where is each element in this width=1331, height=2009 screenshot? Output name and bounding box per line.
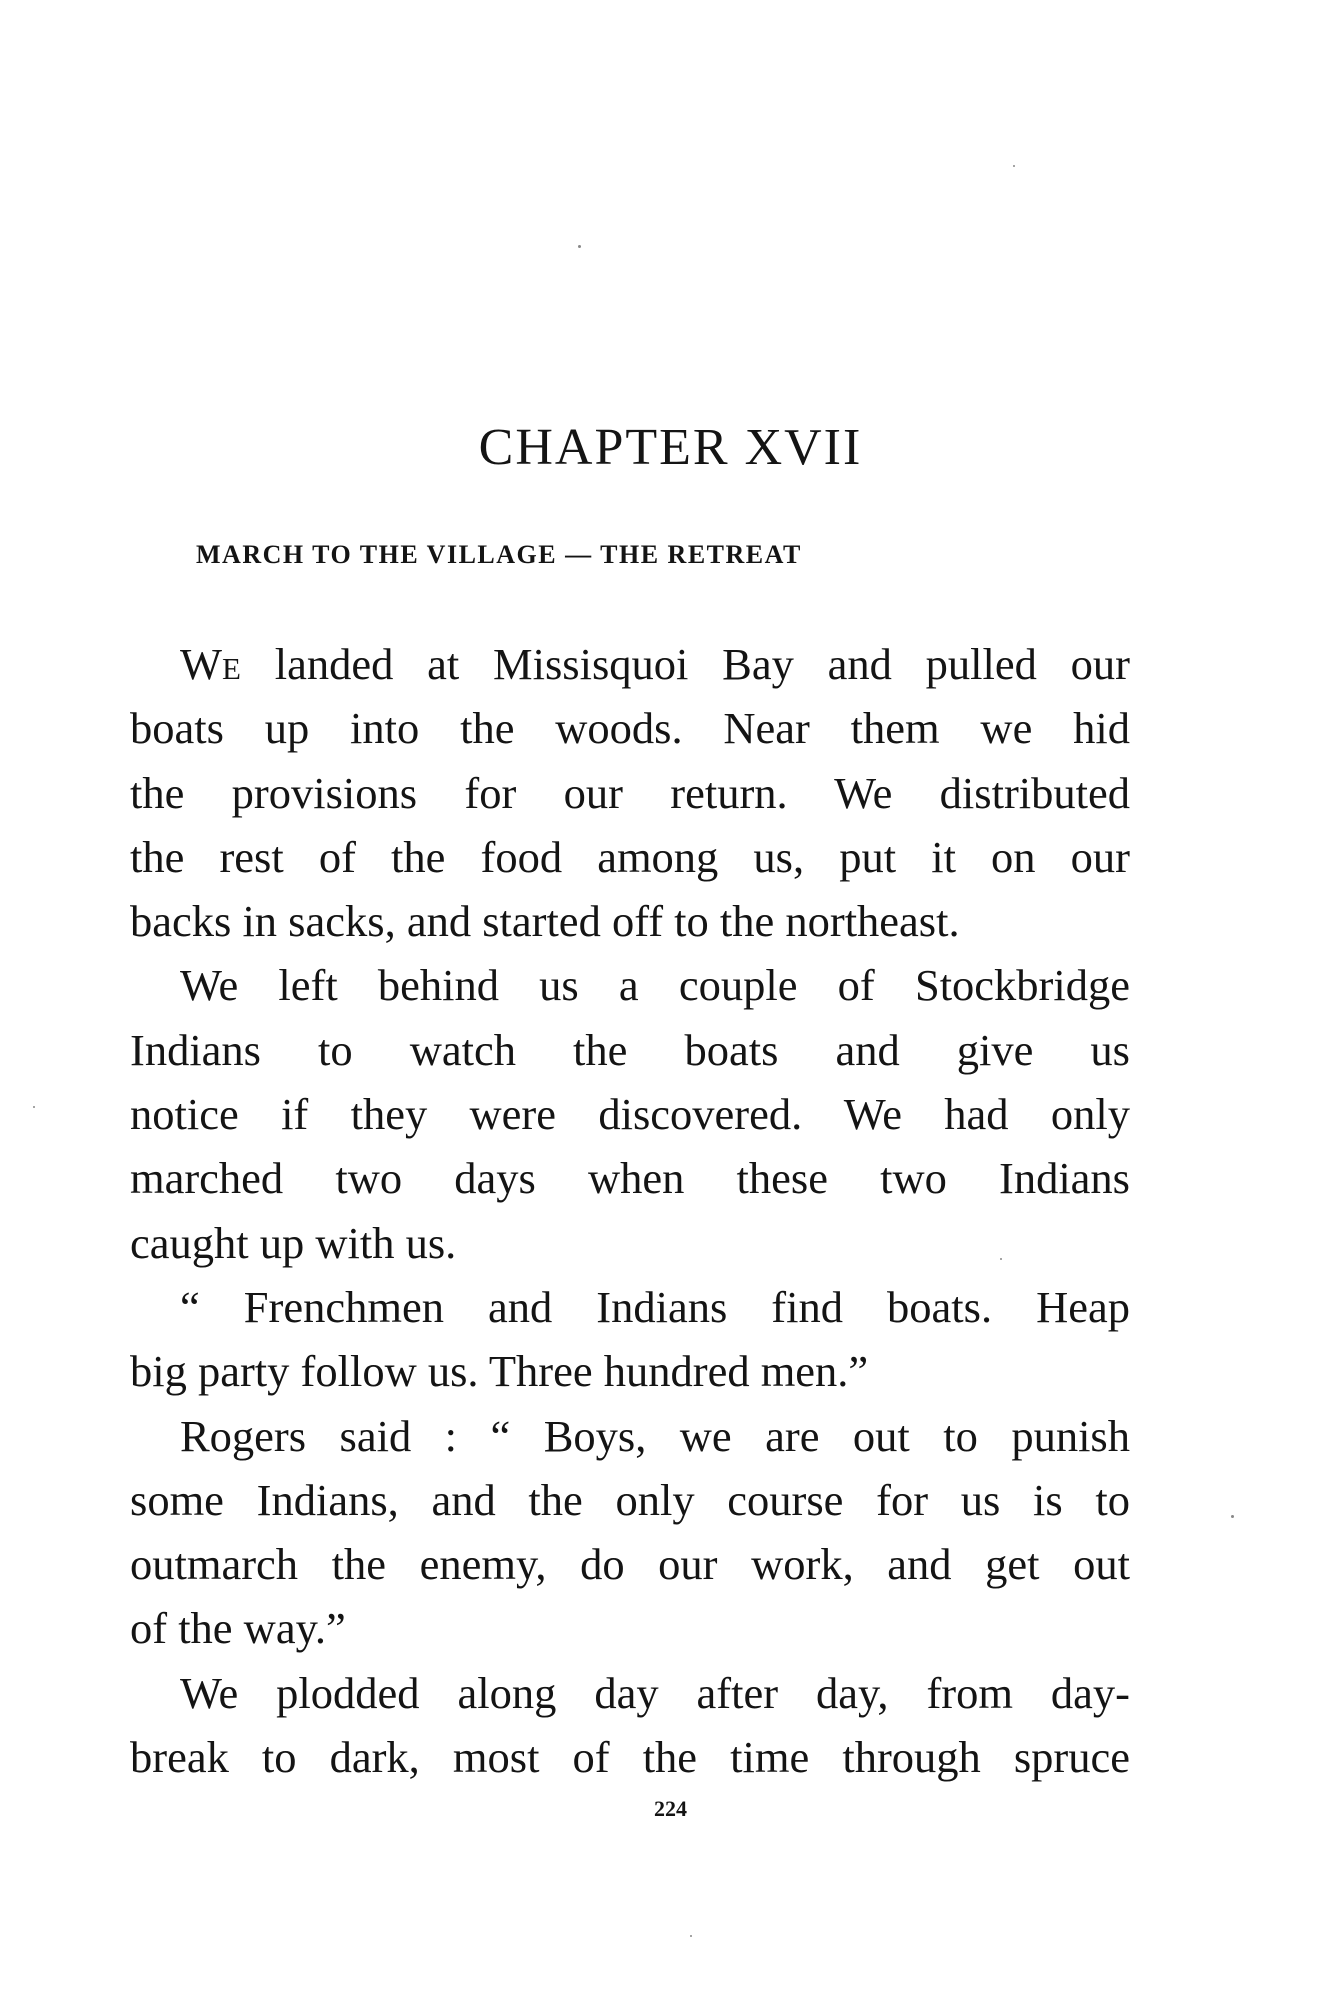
- body-text: [130, 632, 1130, 1789]
- text-line: We left behind us a couple of Stockbridge: [180, 960, 1130, 1011]
- text-line: Rogers said : “ Boys, we are out to punish: [180, 1410, 1130, 1461]
- text-line: outmarch the enemy, do our work, and get out: [130, 1539, 1130, 1590]
- text-line: notice if they were discovered. We had only: [130, 1089, 1130, 1140]
- text-line: We plodded along day after day, from day-: [180, 1667, 1130, 1718]
- text-line: “ Frenchmen and Indians find boats. Heap: [180, 1281, 1130, 1332]
- chapter-title: CHAPTER XVII: [478, 419, 863, 476]
- paper-speck: [1013, 165, 1015, 167]
- text-line: marched two days when these two Indians: [130, 1153, 1130, 1204]
- text-line: backs in sacks, and started off to the northeast.: [130, 896, 960, 947]
- page-number: 224: [654, 1796, 687, 1821]
- text-line: the rest of the food among us, put it on our: [130, 831, 1130, 882]
- text-line: break to dark, most of the time through spruce: [130, 1732, 1130, 1783]
- text-line: some Indians, and the only course for us is to: [130, 1474, 1130, 1525]
- drop-word: We: [180, 639, 241, 689]
- paper-speck: [1231, 1515, 1234, 1518]
- text-line: the provisions for our return. We distributed: [130, 767, 1130, 818]
- text-line: boats up into the woods. Near them we hid: [130, 703, 1130, 754]
- chapter-subtitle: MARCH TO THE VILLAGE — THE RETREAT: [196, 540, 802, 569]
- text-line: caught up with us.: [130, 1217, 457, 1268]
- line-text: landed at Missisquoi Bay and pulled our: [240, 639, 1130, 689]
- text-line: of the way.”: [130, 1603, 346, 1654]
- paper-speck: [578, 245, 581, 248]
- text-line: big party follow us. Three hundred men.”: [130, 1346, 869, 1397]
- text-line: [130, 632, 1130, 696]
- paper-speck: [1000, 1258, 1002, 1260]
- paper-speck: [33, 1106, 35, 1108]
- text-line: Indians to watch the boats and give us: [130, 1024, 1130, 1075]
- paper-speck: [690, 1935, 692, 1937]
